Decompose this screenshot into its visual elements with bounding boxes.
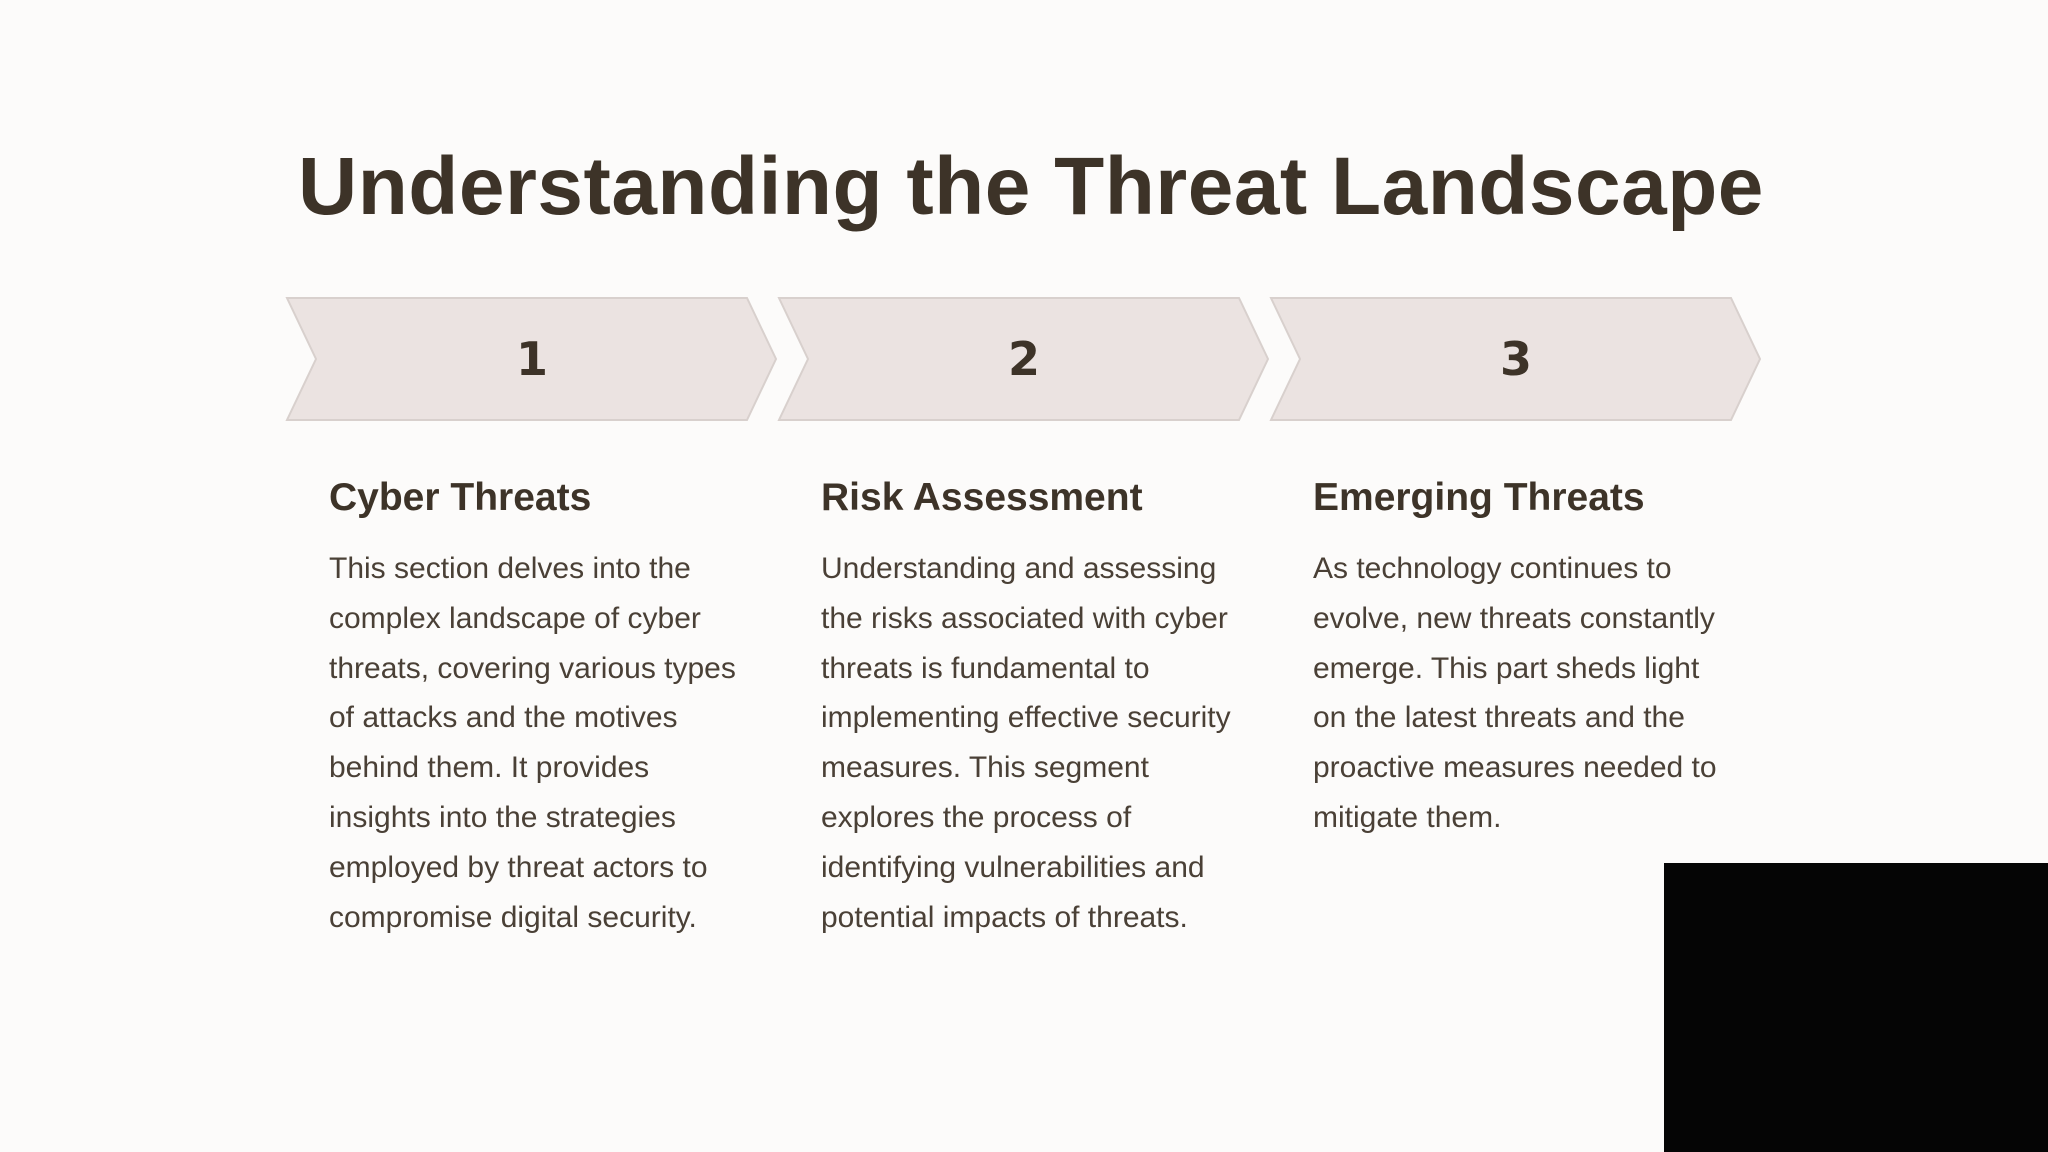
step-1-heading: Cyber Threats [329,476,592,519]
step-2-number: 2 [1007,332,1040,386]
step-1-number: 1 [515,332,548,386]
step-1-chevron [285,296,779,422]
step-2-body: Understanding and assessing the risks associated with cyber threats is fundamental to implementing effective security measures. This segment explores the process of identifying vulnerabilities and potential impacts of threats. [821,552,1231,934]
step-1-column [329,474,749,942]
step-3-number: 3 [1499,332,1532,386]
video-overlay-panel [1664,863,2048,1152]
step-2-chevron [777,296,1271,422]
step-3-heading: Emerging Threats [1313,476,1645,519]
step-2-heading: Risk Assessment [821,476,1143,519]
step-3-column [1313,474,1733,843]
step-3-chevron [1269,296,1763,422]
slide-title: Understanding the Threat Landscape [298,141,1764,232]
step-2-column [821,474,1241,942]
step-1-body: This section delves into the complex landscape of cyber threats, covering various types of attacks and the motives behind them. It provides insights into the strategies employed by threat actors to compromise digital security. [329,552,736,934]
step-3-body: As technology continues to evolve, new threats constantly emerge. This part sheds light on the latest threats and the proactive measures needed to mitigate them. [1313,552,1717,834]
